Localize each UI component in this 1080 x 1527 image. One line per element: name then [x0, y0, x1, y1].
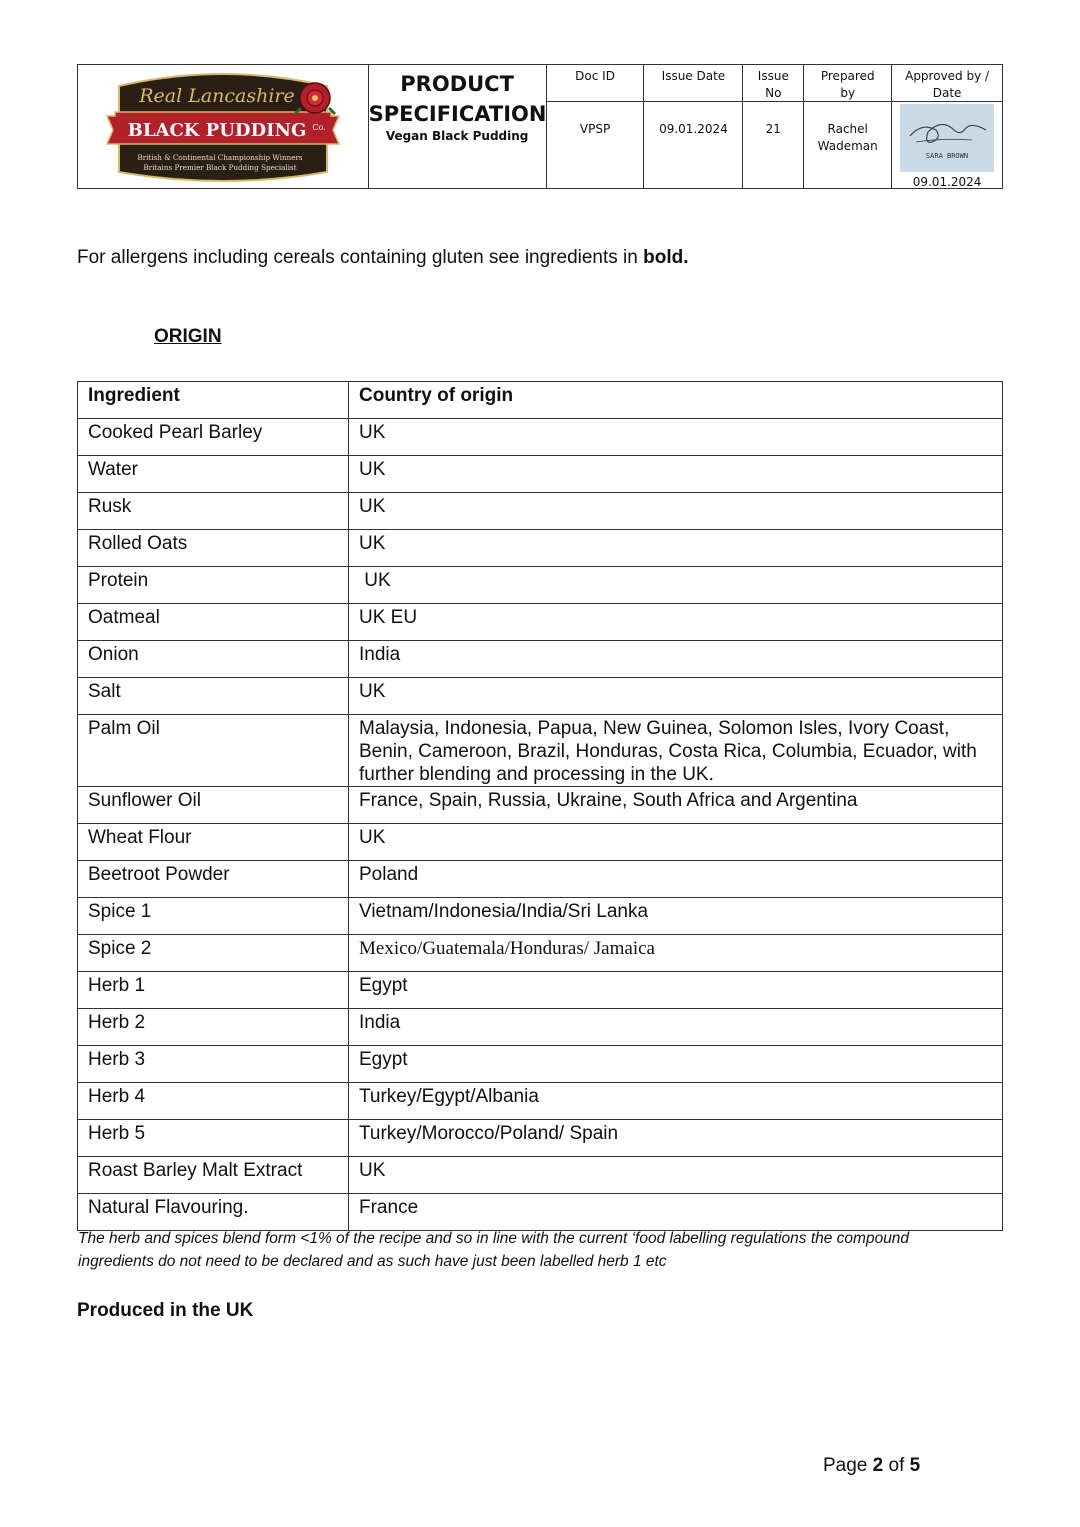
table-row — [78, 493, 1003, 530]
table-row — [78, 678, 1003, 715]
prepared-by-name-line1: Rachel — [827, 122, 868, 136]
origin-cell: UK — [349, 1157, 1003, 1194]
page-current: 2 — [872, 1455, 884, 1476]
origin-cell: Egypt — [349, 972, 1003, 1009]
table-row — [78, 1157, 1003, 1194]
ingredient-cell: Spice 2 — [78, 935, 349, 972]
origin-cell: France — [349, 1194, 1003, 1231]
table-row — [78, 604, 1003, 641]
ingredient-cell: Rusk — [78, 493, 349, 530]
issue-date-label: Issue Date — [644, 65, 742, 102]
origin-cell: UK — [349, 456, 1003, 493]
ingredient-cell: Onion — [78, 641, 349, 678]
ingredient-cell: Salt — [78, 678, 349, 715]
allergen-note-bold: bold. — [643, 247, 689, 268]
ingredient-cell: Rolled Oats — [78, 530, 349, 567]
origin-cell: UK EU — [349, 604, 1003, 641]
logo-tagline1: British & Continental Championship Winners — [137, 152, 303, 162]
ingredient-cell: Spice 1 — [78, 898, 349, 935]
ingredient-cell: Sunflower Oil — [78, 787, 349, 824]
doc-title-line1: PRODUCT — [400, 72, 514, 96]
table-row — [78, 456, 1003, 493]
origin-cell: UK — [349, 530, 1003, 567]
table-row — [78, 1194, 1003, 1231]
issue-no-value: 21 — [765, 122, 781, 136]
doc-id-cell — [547, 65, 645, 188]
issue-no-label-line1: Issue — [757, 69, 789, 83]
signature-text: SARA BROWN — [926, 152, 969, 160]
origin-cell: France, Spain, Russia, Ukraine, South Africa and Argentina — [349, 787, 1003, 824]
origin-table — [77, 381, 1003, 1231]
origin-cell: Malaysia, Indonesia, Papua, New Guinea, Solomon Isles, Ivory Coast, Benin, Cameroon, Brazil, Honduras, Costa Rica, Columbia, Ecuador, with further blending and processing in the UK. — [349, 715, 1003, 787]
table-row — [78, 567, 1003, 604]
table-row — [78, 715, 1003, 787]
table-row — [78, 935, 1003, 972]
table-row — [78, 972, 1003, 1009]
approved-by-label-line1: Approved by / — [905, 69, 990, 83]
allergen-note-text: For allergens including cereals containing gluten see ingredients in — [77, 247, 644, 268]
prepared-by-name-line2: Wademan — [817, 139, 878, 153]
page-mid: of — [883, 1455, 910, 1476]
ingredient-cell: Oatmeal — [78, 604, 349, 641]
approved-by-cell — [892, 65, 1002, 188]
prepared-by-value — [804, 102, 891, 188]
table-row — [78, 787, 1003, 824]
origin-cell: Egypt — [349, 1046, 1003, 1083]
page-total: 5 — [909, 1455, 921, 1476]
column-header-origin: Country of origin — [349, 382, 1003, 419]
logo-cell — [78, 65, 369, 188]
origin-cell: UK — [349, 493, 1003, 530]
table-row — [78, 898, 1003, 935]
ingredient-cell: Cooked Pearl Barley — [78, 419, 349, 456]
ingredient-cell: Herb 5 — [78, 1120, 349, 1157]
doc-id-value: VPSP — [579, 122, 611, 136]
prepared-by-label-line2: by — [840, 86, 856, 100]
origin-cell: Turkey/Morocco/Poland/ Spain — [349, 1120, 1003, 1157]
ingredient-cell: Herb 4 — [78, 1083, 349, 1120]
logo-tagline2: Britains Premier Black Pudding Specialist — [143, 162, 297, 172]
approved-by-label-line2: Date — [932, 86, 962, 100]
table-row — [78, 530, 1003, 567]
table-row — [78, 1083, 1003, 1120]
logo-line1: Real Lancashire — [139, 84, 295, 107]
ingredient-cell: Natural Flavouring. — [78, 1194, 349, 1231]
table-row — [78, 1120, 1003, 1157]
origin-cell: Vietnam/Indonesia/India/Sri Lanka — [349, 898, 1003, 935]
ingredient-cell: Palm Oil — [78, 715, 349, 787]
origin-cell: Turkey/Egypt/Albania — [349, 1083, 1003, 1120]
approved-date: 09.01.2024 — [912, 175, 982, 189]
ingredient-cell: Protein — [78, 567, 349, 604]
signature-icon — [902, 108, 992, 168]
issue-no-cell — [743, 65, 804, 188]
issue-no-label-line2: No — [765, 86, 782, 100]
table-row — [78, 1046, 1003, 1083]
ingredient-cell: Beetroot Powder — [78, 861, 349, 898]
title-cell — [369, 65, 547, 188]
origin-cell: UK — [349, 419, 1003, 456]
logo-co: Co. — [312, 122, 326, 132]
footnote: The herb and spices blend form <1% of the recipe and so in line with the current ‘food labelling regulations the compound ingredients do not need to be declared and as such have just been labelled herb 1 etc — [78, 1230, 910, 1270]
origin-cell: Mexico/Guatemala/Honduras/ Jamaica — [349, 935, 1003, 972]
ingredient-cell: Roast Barley Malt Extract — [78, 1157, 349, 1194]
table-row — [78, 861, 1003, 898]
issue-no-label — [743, 65, 803, 102]
allergen-note — [77, 247, 689, 269]
issue-date-value: 09.01.2024 — [659, 122, 728, 136]
page-prefix: Page — [823, 1455, 873, 1476]
origin-cell: India — [349, 1009, 1003, 1046]
approval-area — [892, 102, 1002, 189]
produced-in-statement: Produced in the UK — [77, 1300, 254, 1321]
prepared-by-label-line1: Prepared — [820, 69, 875, 83]
document-header — [77, 64, 1003, 189]
ingredient-cell: Water — [78, 456, 349, 493]
ingredient-cell: Wheat Flour — [78, 824, 349, 861]
issue-date-cell — [644, 65, 743, 188]
table-row — [78, 419, 1003, 456]
table-row — [78, 641, 1003, 678]
origin-cell: Poland — [349, 861, 1003, 898]
prepared-by-cell — [804, 65, 892, 188]
doc-id-label: Doc ID — [547, 65, 644, 102]
table-row — [78, 1009, 1003, 1046]
page-number — [823, 1455, 920, 1477]
prepared-by-label — [804, 65, 891, 102]
table-row — [78, 824, 1003, 861]
origin-cell: UK — [349, 824, 1003, 861]
ingredient-cell: Herb 1 — [78, 972, 349, 1009]
company-logo — [105, 68, 341, 186]
column-header-ingredient: Ingredient — [78, 382, 349, 419]
ingredient-cell: Herb 2 — [78, 1009, 349, 1046]
origin-cell: UK — [349, 567, 1003, 604]
origin-cell: India — [349, 641, 1003, 678]
doc-subtitle: Vegan Black Pudding — [385, 129, 529, 143]
approved-by-label — [892, 65, 1002, 102]
ingredient-cell: Herb 3 — [78, 1046, 349, 1083]
origin-cell: UK — [349, 678, 1003, 715]
origin-heading: ORIGIN — [154, 326, 222, 347]
logo-line2: BLACK PUDDING — [127, 119, 307, 141]
table-header-row — [78, 382, 1003, 419]
doc-title-line2: SPECIFICATION — [368, 102, 547, 126]
signature-image — [900, 104, 994, 172]
